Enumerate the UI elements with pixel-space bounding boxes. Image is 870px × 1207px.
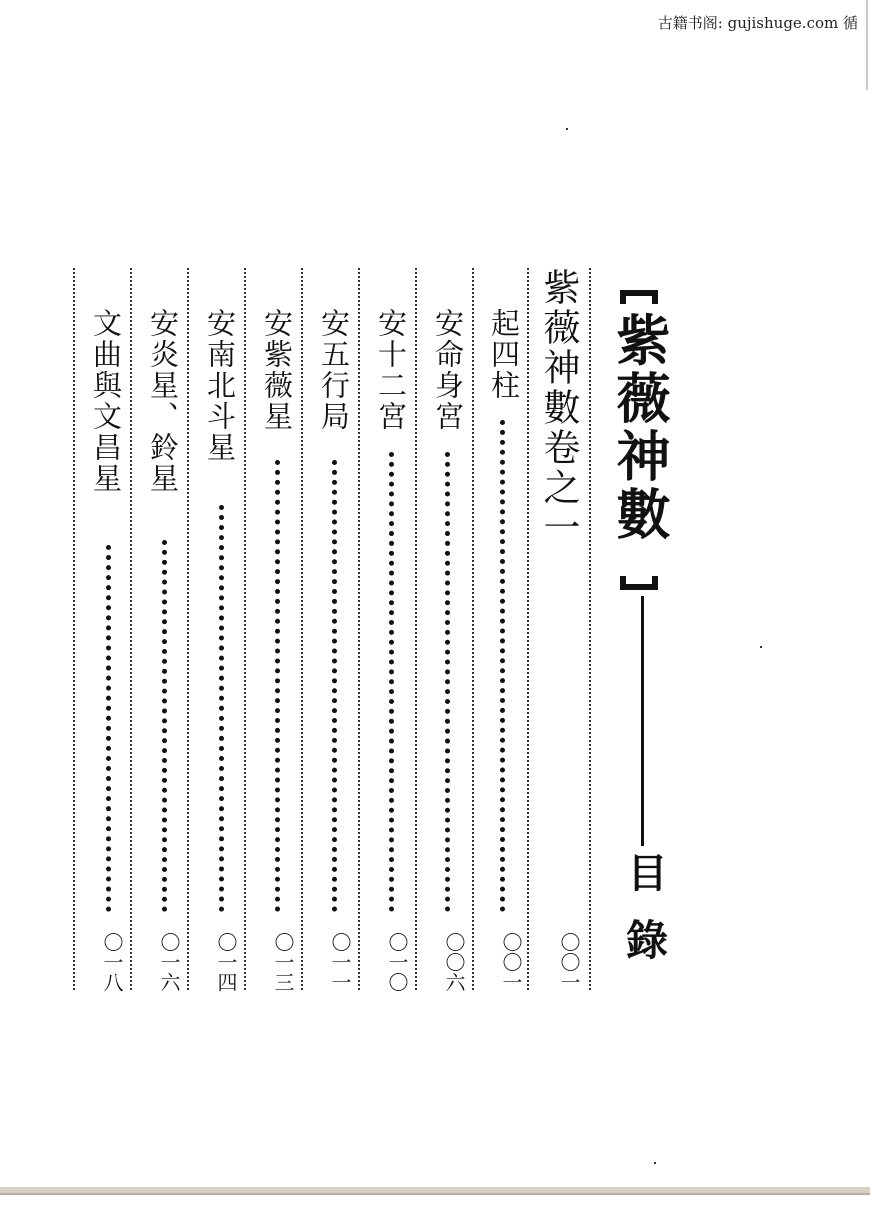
column-separator [187, 268, 189, 990]
heading-mu: 目 [621, 852, 667, 892]
volume-label: 紫薇神數卷之一 [537, 268, 580, 548]
column-separator [301, 268, 303, 990]
column-separator [589, 268, 591, 990]
toc-entry-label: 安南北斗星 [203, 308, 237, 463]
toc-entry-label: 起四柱 [487, 308, 521, 401]
toc-entry-label: 安紫薇星 [260, 308, 294, 432]
toc-entry-label: 安五行局 [317, 308, 351, 432]
page-bottom-edge-shadow [0, 1193, 870, 1195]
dot-leader [389, 452, 394, 912]
dot-leader [219, 505, 224, 912]
column-separator [527, 268, 529, 990]
column-separator [73, 268, 75, 990]
column-separator [472, 268, 474, 990]
dot-leader [500, 420, 505, 912]
scan-speck [760, 646, 762, 648]
toc-entry-label: 安炎星、鈴星 [146, 308, 180, 494]
toc-entry-label: 文曲與文昌星 [89, 308, 123, 494]
book-title: 紫薇神數 [608, 312, 671, 544]
dot-leader [275, 460, 280, 912]
volume-page-number: 〇〇一 [557, 932, 581, 992]
dot-leader [332, 460, 337, 912]
scan-speck [654, 1162, 656, 1164]
scan-speck [566, 128, 568, 130]
toc-entry-label: 安十二宮 [374, 308, 408, 432]
dot-leader [106, 545, 111, 912]
site-watermark: 古籍书阁: gujishuge.com 循 [657, 14, 858, 32]
toc-entry-page: 〇一六 [157, 932, 181, 992]
toc-entry-page: 〇一三 [271, 932, 295, 992]
column-separator [244, 268, 246, 990]
toc-entry-label: 安命身宮 [431, 308, 465, 432]
column-separator [130, 268, 132, 990]
column-separator [415, 268, 417, 990]
toc-entry-page: 〇一一 [328, 932, 352, 992]
dot-leader [445, 452, 450, 912]
heading-lu: 錄 [620, 918, 669, 960]
toc-entry-page: 〇〇一 [499, 932, 523, 992]
toc-entry-page: 〇一八 [100, 932, 124, 992]
toc-entry-page: 〇一〇 [385, 932, 409, 992]
toc-entry-page: 〇〇六 [442, 932, 466, 992]
column-separator [358, 268, 360, 990]
toc-entry-page: 〇一四 [214, 932, 238, 992]
dot-leader [162, 540, 167, 912]
